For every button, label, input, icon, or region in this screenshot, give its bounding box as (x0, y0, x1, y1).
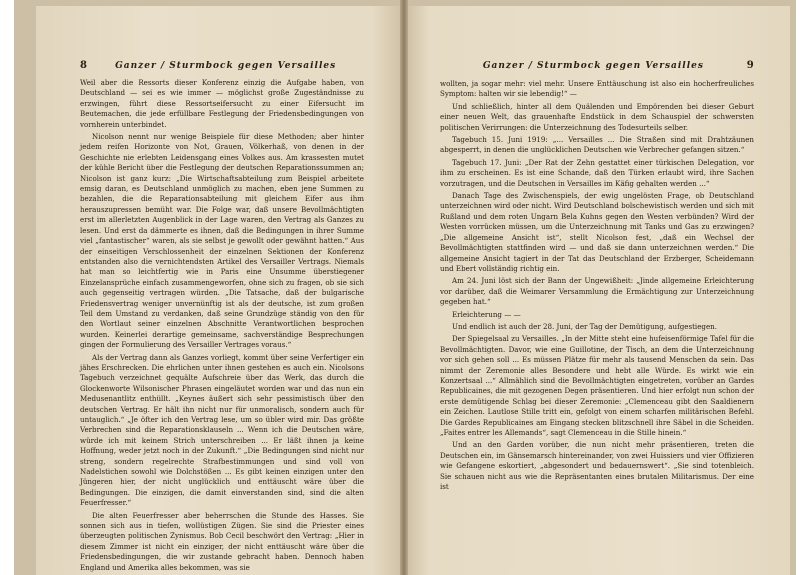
page-number: 9 (746, 60, 754, 71)
paragraph: Tagebuch 15. Juni 1919: „... Versailles ... Die Straßen sind mit Drahtzäunen abgesperrt, in denen die unglücklichen Deutschen wie Verbrecher gefangen sitzen.“ (440, 135, 754, 155)
book-gutter (400, 0, 408, 575)
left-page (36, 6, 402, 575)
paragraph: Der Spiegelsaal zu Versailles. „In der Mitte steht eine hufeisenförmige Tafel für die Bevollmächtigten. Davor, wie eine Guillotine, der Tisch, an dem die Unterzeichnung vor sich gehen soll ... Es müssen Plätze für mehr als tausend Menschen da sein. Das nimmt der Zeremonie alles Besondere und hebt alle Würde. Es wirkt wie ein Konzertsaal ...“ Allmählich sind die Bevollmächtigten eingetreten, vorüber an Gardes Republicaines, die mit gezogenen Degen präsentieren. Und hier erfolgt nun schon der erste demütigende Schlag bei dieser Zeremonie: „Clemenceau gibt den Saaldienern ein Zeichen. Lautlose Stille tritt ein, gefolgt von einem scharfen militärischen Befehl. Die Gardes Republicaines am Eingang stecken blitzschnell ihre Säbel in die Scheiden. „Faites entrer les Allemands“, sagt Clemenceau in die Stille hinein.“ (440, 334, 754, 437)
left-page-header (80, 60, 364, 71)
paragraph: Als der Vertrag dann als Ganzes vorliegt, kommt über seine Verfertiger ein jähes Erschrecken. Die ehrlichen unter ihnen gestehen es auch ein. Nicolsons Tagebuch verzeichnet gequälte Aufschreie über das Werk, das durch die Glockenworte Wilsonischer Phrasen eingeläutet worden war und das nun ein Medusenantlitz enthüllt. „Keynes äußert sich sehr pessimistisch über den deutschen Vertrag. Er hält ihn nicht nur für unmoralisch, sondern auch für untauglich.“ „Je öfter ich den Vertrag lese, um so übler wird mir. Das größte Verbrechen sind die Reparationsklauseln ... Wenn ich die Deutschen wäre, würde ich mit keinem Strich unterschreiben ... Er läßt ihnen ja keine Hoffnung, weder jetzt noch in der Zukunft.“ „Die Bedingungen sind nicht nur streng, sondern regelrechte Strafbestimmungen und sind voll von Nadelstichen sowohl wie Dolchstößen ... Es gibt keinen einzigen unter den Jüngeren hier, der nicht unglücklich und enttäuscht wäre über die Bedingungen. Die einzigen, die damit einverstanden sind, sind die alten Feuerfresser.“ (80, 352, 364, 508)
right-page-header (440, 60, 754, 71)
paragraph: Erleichterung — — (452, 309, 521, 319)
running-title: Ganzer / Sturmbock gegen Versailles (482, 61, 704, 71)
paragraph: Danach Tage des Zwischenspiels, der ewig ungelösten Frage, ob Deutschland unterzeichnen wird oder nicht. Wird Deutschland bolschewistisch werden und sich mit Rußland und dem roten Ungarn Bela Kuhns gegen den Westen verbünden? Wird der Westen vorrücken müssen, um die Unterzeichnung mit Tanks und Gas zu erzwingen? „Die allgemeine Ansicht ist“, stellt Nicolson fest, „daß ein Wechsel der Bevollmächtigten stattfinden wird — und daß sie dann unterzeichnen werden.“ Die allgemeine Ansicht tagiert in der Tat das Deutschland der Erzberger, Scheidemann und Ebert vollständig richtig ein. (440, 191, 754, 273)
running-title: Ganzer / Sturmbock gegen Versailles (115, 61, 337, 71)
left-page-text (80, 78, 364, 575)
open-book (14, 0, 796, 575)
paragraph: wollten, ja sogar mehr: viel mehr. Unsere Enttäuschung ist also ein hocherfreuliches Symptom: halten wir sie lebendig!“ — (440, 79, 754, 99)
paragraph: Und endlich ist auch der 28. Juni, der Tag der Demütigung, aufgestiegen. (452, 321, 717, 331)
page-number: 8 (80, 60, 88, 71)
right-page-text (440, 79, 754, 494)
paragraph: Und an den Garden vorüber, die nun nicht mehr präsentieren, treten die Deutschen ein, im Gänsemarsch hintereinander, von zwei Huissiers und vier Offizieren wie Gefangene eskortiert, „abgesondert und bedauernswert“. „Sie sind totenbleich. Sie schauen nicht aus wie die Repräsentanten eines brutalen Militarismus. Der eine ist (440, 440, 754, 492)
paragraph: Weil aber die Ressorts dieser Konferenz einzig die Aufgabe haben, von Deutschland — sei es wie immer — möglichst große Zugeständnisse zu erzwingen, führt diese Ressortseifersucht zu einer Eifersucht im Beutemachen, die jede erfüllbare Festlegung der Friedensbedingungen von vornherein unterbindet. (80, 78, 364, 129)
paragraph: Und schließlich, hinter all dem Quälenden und Empörenden bei dieser Geburt einer neuen Welt, das grauenhafte Endstück in dem Schauspiel der schwersten politischen Verirrungen: die Unterzeichnung des Todesurteils selber. (440, 101, 754, 132)
paragraph: Nicolson nennt nur wenige Beispiele für diese Methoden; aber hinter jedem reifen Horizonte von Not, Grauen, Völkerhaß, von denen in der Geschichte nie erlebten Leidensgang eines Volkes aus. Am krassesten mutet der kühle Bericht über die Festlegung der deutschen Reparationssummen an; Nicolson ist ganz kurz: „Die Wirtschaftsabteilung zum Beispiel arbeitete emsig daran, es Deutschland unmöglich zu machen, eben jene Summen zu bezahlen, die die Reparationsabteilung mit gleichem Eifer aus ihm herauszupressen bemüht war. Die Folge war, daß unsere Bevollmächtigten erst im allerletzten Augenblick in der Lage waren, den Vertrag als Ganzes zu lesen. Und erst da dämmerte es ihnen, daß die Bedingungen in ihrer Summe viel „fantastischer“ waren, als sie selbst je gewollt oder gewähnt hatten.“ Aus der einseitigen Verschlossenheit der einzelnen Sektionen der Konferenz entstanden also die vernichtendsten Artikel des Versailler Vertrags. Niemals hat man so leichtfertig wie in Paris eine Unsumme überstiegener Einzelansprüche einfach zusammengeworfen, ohne sich zu fragen, ob sie sich auch gegenseitig vertragen würden. „Die Tatsache, daß der bulgarische Friedensvertrag weniger unvernünftig ist als der deutsche, ist zum großen Teil dem Umstand zu verdanken, daß seine Grundzüge ständig von den für den Wortlaut seiner einzelnen Abschnitte Verantwortlichen besprochen wurden. Keinerlei derartige gemeinsame, sachverständige Besprechungen gingen der Formulierung des Versailler Vertrages voraus.“ (80, 132, 364, 350)
paragraph: Die alten Feuerfresser aber beherrschen die Stunde des Hasses. Sie sonnen sich aus in tiefen, wollüstigen Zügen. Sie sind die Priester eines überzeugten politischen Zynismus. Bob Cecil beschwört den Vertrag: „Hier in diesem Zimmer ist nicht ein einziger, der nicht enttäuscht wäre über die Friedensbedingungen, die wir zustande gebracht haben. Dennoch haben England und Amerika alles bekommen, was sie (80, 510, 364, 572)
paragraph: Tagebuch 17. Juni: „Der Rat der Zehn gestattet einer türkischen Delegation, vor ihm zu erscheinen. Es ist eine Schande, daß den Türken erlaubt wird, ihre Sachen vorzutragen, und die Deutschen in Versailles im Käfig gehalten werden ...“ (440, 157, 754, 188)
paragraph: Am 24. Juni löst sich der Bann der Ungewißheit: „Jinde allgemeine Erleichterung vor darüber, daß die Weimarer Versammlung die Ermächtigung zur Unterzeichnung gegeben hat.“ (440, 276, 754, 307)
right-page (406, 6, 790, 575)
